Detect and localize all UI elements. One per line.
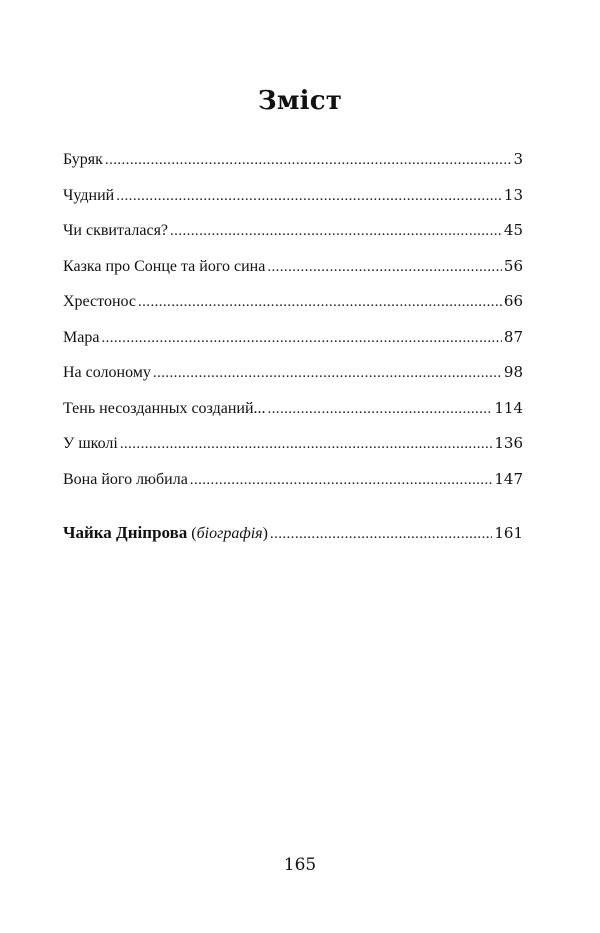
dot-leader bbox=[105, 143, 512, 179]
dot-leader bbox=[116, 179, 502, 215]
toc-entry-title: На солоному bbox=[63, 364, 151, 381]
toc-entry-page: 136 bbox=[494, 434, 523, 452]
toc-entry[interactable] bbox=[63, 462, 523, 498]
toc-biography-page: 161 bbox=[494, 524, 523, 542]
toc-entry[interactable] bbox=[63, 178, 523, 214]
toc-entry-title: У школі bbox=[63, 435, 118, 452]
close-paren: ) bbox=[262, 525, 268, 542]
toc-entry-page: 147 bbox=[494, 469, 523, 488]
toc-entry-page: 13 bbox=[503, 185, 523, 204]
toc-entry[interactable] bbox=[63, 249, 523, 285]
dot-leader bbox=[190, 463, 493, 499]
dot-leader bbox=[138, 285, 502, 321]
toc-entry-title: Мара bbox=[63, 328, 100, 346]
toc-biography-row bbox=[63, 515, 523, 551]
author-name: Чайка Дніпрова bbox=[63, 523, 188, 542]
toc-entry-title: Тень несозданных созданий... bbox=[63, 399, 266, 417]
biography-label: біографія bbox=[196, 525, 263, 542]
toc-entry[interactable] bbox=[63, 355, 523, 391]
toc-entry-page: 66 bbox=[503, 292, 523, 310]
toc-entry-page: 87 bbox=[503, 327, 523, 346]
dot-leader bbox=[270, 517, 492, 553]
open-paren: ( bbox=[191, 525, 197, 542]
toc-entry-page: 45 bbox=[503, 221, 523, 239]
dot-leader bbox=[153, 356, 502, 392]
toc-entry[interactable] bbox=[63, 213, 523, 249]
toc-biography-title bbox=[63, 515, 268, 552]
dot-leader bbox=[170, 214, 502, 250]
dot-leader bbox=[120, 427, 493, 463]
toc-entry-title: Буряк bbox=[63, 151, 103, 168]
toc-entry-title: Казка про Сонце та його сина bbox=[63, 257, 266, 275]
table-of-contents bbox=[63, 142, 523, 497]
toc-entry-page: 56 bbox=[503, 256, 523, 275]
toc-entry-page: 3 bbox=[513, 150, 523, 168]
dot-leader bbox=[101, 321, 501, 357]
page-number: 165 bbox=[283, 855, 317, 875]
toc-entry-title: Хрестонос bbox=[63, 293, 136, 310]
toc-entry[interactable] bbox=[63, 320, 523, 356]
toc-entry[interactable] bbox=[63, 391, 523, 427]
toc-entry[interactable] bbox=[63, 142, 523, 178]
toc-entry[interactable] bbox=[63, 284, 523, 320]
dot-leader bbox=[267, 250, 502, 286]
dot-leader bbox=[268, 392, 493, 428]
toc-biography-entry[interactable] bbox=[63, 515, 523, 551]
toc-entry-page: 98 bbox=[503, 363, 523, 381]
toc-entry[interactable] bbox=[63, 426, 523, 462]
page-title: Зміст bbox=[257, 86, 343, 116]
toc-entry-page: 114 bbox=[494, 398, 523, 417]
toc-entry-title: Вона його любила bbox=[63, 470, 188, 488]
toc-entry-title: Чи сквиталася? bbox=[63, 222, 169, 239]
toc-entry-title: Чудний bbox=[63, 186, 115, 204]
